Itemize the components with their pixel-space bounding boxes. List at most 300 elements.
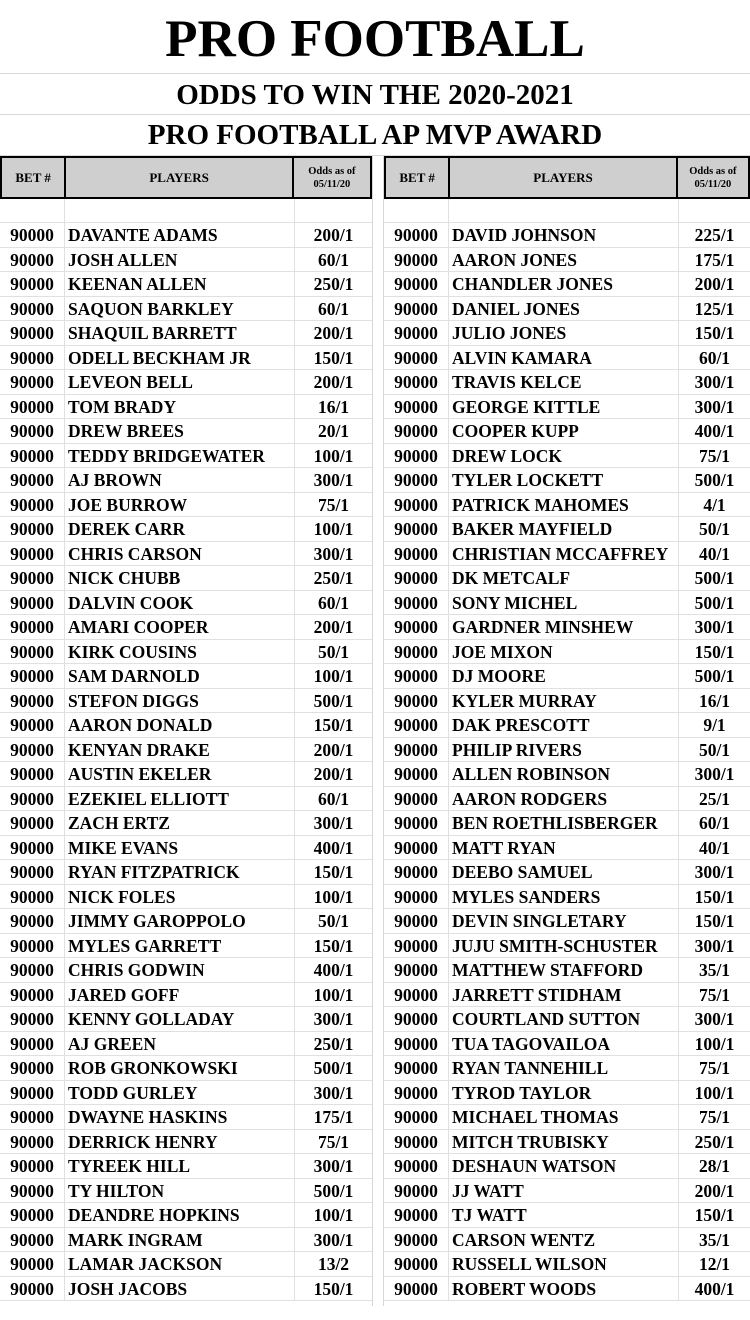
bet-number: 90000 — [384, 1179, 449, 1203]
bet-number: 90000 — [0, 223, 65, 247]
player-name: TUA TAGOVAILOA — [449, 1032, 679, 1056]
odds-value: 200/1 — [694, 274, 735, 294]
table-row — [0, 321, 372, 346]
player-name: ZACH ERTZ — [65, 811, 295, 835]
bet-number: 90000 — [384, 1105, 449, 1129]
blank-row — [384, 199, 750, 223]
bet-number: 90000 — [0, 1179, 65, 1203]
bet-number: 90000 — [0, 1252, 65, 1276]
table-row — [0, 419, 372, 444]
bet-number: 90000 — [384, 787, 449, 811]
table-row — [384, 223, 750, 248]
table-row — [0, 909, 372, 934]
player-name: RUSSELL WILSON — [449, 1252, 679, 1276]
bet-number: 90000 — [384, 1228, 449, 1252]
table-row — [384, 640, 750, 665]
table-row — [0, 1277, 372, 1302]
player-name: JOSH ALLEN — [65, 248, 295, 272]
player-name: DREW LOCK — [449, 444, 679, 468]
bet-number: 90000 — [384, 493, 449, 517]
bet-number: 90000 — [384, 1056, 449, 1080]
bet-number: 90000 — [0, 689, 65, 713]
player-name: JOE BURROW — [65, 493, 295, 517]
bet-number: 90000 — [384, 860, 449, 884]
odds-value: 200/1 — [313, 617, 354, 637]
bet-number: 90000 — [0, 762, 65, 786]
bet-number: 90000 — [0, 517, 65, 541]
player-name: LEVEON BELL — [65, 370, 295, 394]
table-row — [0, 517, 372, 542]
bet-number: 90000 — [384, 566, 449, 590]
player-name: KYLER MURRAY — [449, 689, 679, 713]
player-name: DAK PRESCOTT — [449, 713, 679, 737]
bet-number: 90000 — [384, 444, 449, 468]
subtitle-line-1: ODDS TO WIN THE 2020-2021 — [0, 74, 750, 115]
odds-value: 100/1 — [313, 519, 354, 539]
odds-value: 150/1 — [313, 715, 354, 735]
bet-number: 90000 — [0, 370, 65, 394]
player-name: BAKER MAYFIELD — [449, 517, 679, 541]
odds-value: 60/1 — [317, 592, 350, 613]
player-name: CHRIS CARSON — [65, 542, 295, 566]
player-name: MYLES SANDERS — [449, 885, 679, 909]
bet-number: 90000 — [384, 468, 449, 492]
bet-number: 90000 — [384, 1252, 449, 1276]
table-row — [384, 591, 750, 616]
player-name: RYAN FITZPATRICK — [65, 860, 295, 884]
odds-value: 75/1 — [698, 445, 731, 466]
player-name: AARON JONES — [449, 248, 679, 272]
odds-value: 50/1 — [698, 739, 731, 760]
odds-value: 100/1 — [694, 1082, 735, 1103]
odds-value: 300/1 — [313, 813, 354, 833]
table-row — [0, 542, 372, 567]
odds-value: 500/1 — [313, 1180, 354, 1201]
player-name: MIKE EVANS — [65, 836, 295, 860]
odds-value: 500/1 — [313, 1058, 354, 1078]
odds-value: 500/1 — [694, 568, 735, 588]
bet-number: 90000 — [384, 689, 449, 713]
odds-value: 50/1 — [698, 519, 731, 539]
bet-number: 90000 — [0, 640, 65, 664]
odds-value: 12/1 — [698, 1254, 731, 1274]
player-name: JARRETT STIDHAM — [449, 983, 679, 1007]
player-name: AARON RODGERS — [449, 787, 679, 811]
table-row — [0, 493, 372, 518]
odds-value: 150/1 — [694, 323, 735, 343]
odds-value: 225/1 — [694, 225, 735, 245]
player-name: MATTHEW STAFFORD — [449, 958, 679, 982]
table-row — [384, 297, 750, 322]
player-name: KENYAN DRAKE — [65, 738, 295, 762]
header-odds: Odds as of 05/11/20 — [308, 165, 356, 190]
odds-value: 300/1 — [313, 543, 354, 564]
odds-value: 125/1 — [694, 298, 735, 319]
table-row — [384, 1007, 750, 1032]
odds-value: 300/1 — [694, 935, 735, 956]
bet-number: 90000 — [0, 1105, 65, 1129]
table-row — [0, 983, 372, 1008]
table-row — [0, 1228, 372, 1253]
table-row — [384, 934, 750, 959]
page-title: PRO FOOTBALL — [0, 0, 750, 74]
bet-number: 90000 — [0, 1154, 65, 1178]
player-name: CHANDLER JONES — [449, 272, 679, 296]
player-name: ALVIN KAMARA — [449, 346, 679, 370]
table-row — [384, 885, 750, 910]
bet-number: 90000 — [384, 811, 449, 835]
table-row — [0, 1252, 372, 1277]
odds-value: 500/1 — [694, 592, 735, 613]
odds-value: 150/1 — [313, 935, 354, 956]
table-row — [384, 713, 750, 738]
player-name: DANIEL JONES — [449, 297, 679, 321]
table-row — [0, 640, 372, 665]
bet-number: 90000 — [384, 248, 449, 272]
odds-value: 60/1 — [317, 249, 350, 270]
bet-number: 90000 — [384, 419, 449, 443]
player-name: GARDNER MINSHEW — [449, 615, 679, 639]
table-row — [0, 885, 372, 910]
bet-number: 90000 — [384, 640, 449, 664]
odds-value: 60/1 — [317, 788, 350, 809]
player-name: DREW BREES — [65, 419, 295, 443]
table-row — [0, 787, 372, 812]
table-row — [384, 836, 750, 861]
player-name: TRAVIS KELCE — [449, 370, 679, 394]
table-row — [0, 1081, 372, 1106]
player-name: PATRICK MAHOMES — [449, 493, 679, 517]
bet-number: 90000 — [384, 983, 449, 1007]
odds-value: 300/1 — [313, 470, 354, 490]
table-row — [0, 738, 372, 763]
odds-value: 300/1 — [313, 1082, 354, 1103]
odds-value: 150/1 — [694, 911, 735, 931]
bet-number: 90000 — [0, 493, 65, 517]
table-row — [0, 934, 372, 959]
bet-number: 90000 — [0, 1056, 65, 1080]
player-name: AJ GREEN — [65, 1032, 295, 1056]
table-row — [384, 1228, 750, 1253]
odds-value: 150/1 — [313, 1278, 354, 1299]
table-header — [384, 156, 750, 199]
player-name: DAVANTE ADAMS — [65, 223, 295, 247]
bet-number: 90000 — [0, 468, 65, 492]
bet-number: 90000 — [0, 787, 65, 811]
bet-number: 90000 — [384, 934, 449, 958]
table-row — [0, 664, 372, 689]
bet-number: 90000 — [0, 297, 65, 321]
player-name: TYROD TAYLOR — [449, 1081, 679, 1105]
player-name: TODD GURLEY — [65, 1081, 295, 1105]
bet-number: 90000 — [384, 321, 449, 345]
odds-value: 200/1 — [313, 739, 354, 760]
odds-value: 250/1 — [313, 568, 354, 588]
player-name: MYLES GARRETT — [65, 934, 295, 958]
odds-value: 75/1 — [698, 984, 731, 1005]
player-name: DESHAUN WATSON — [449, 1154, 679, 1178]
player-name: LAMAR JACKSON — [65, 1252, 295, 1276]
bet-number: 90000 — [0, 811, 65, 835]
table-row — [384, 738, 750, 763]
table-row — [384, 517, 750, 542]
bet-number: 90000 — [384, 1007, 449, 1031]
table-row — [384, 1105, 750, 1130]
bet-number: 90000 — [0, 1081, 65, 1105]
odds-value: 28/1 — [698, 1156, 731, 1176]
odds-value: 40/1 — [698, 837, 731, 858]
player-name: TYLER LOCKETT — [449, 468, 679, 492]
player-name: DEREK CARR — [65, 517, 295, 541]
odds-value: 150/1 — [694, 886, 735, 907]
table-row — [384, 444, 750, 469]
bet-number: 90000 — [384, 885, 449, 909]
player-name: DALVIN COOK — [65, 591, 295, 615]
table-row — [384, 1032, 750, 1057]
header-players: PLAYERS — [66, 158, 294, 197]
bet-number: 90000 — [0, 934, 65, 958]
bet-number: 90000 — [0, 248, 65, 272]
player-name: ALLEN ROBINSON — [449, 762, 679, 786]
odds-value: 300/1 — [313, 1009, 354, 1029]
odds-value: 400/1 — [313, 837, 354, 858]
odds-value: 150/1 — [313, 862, 354, 882]
table-row — [384, 811, 750, 836]
player-name: STEFON DIGGS — [65, 689, 295, 713]
table-row — [0, 1130, 372, 1155]
player-name: TYREEK HILL — [65, 1154, 295, 1178]
table-row — [0, 811, 372, 836]
player-name: SONY MICHEL — [449, 591, 679, 615]
player-name: DJ MOORE — [449, 664, 679, 688]
table-row — [384, 493, 750, 518]
table-row — [384, 321, 750, 346]
subtitle-line-2: PRO FOOTBALL AP MVP AWARD — [0, 115, 750, 156]
odds-value: 60/1 — [698, 813, 731, 833]
table-row — [384, 689, 750, 714]
table-row — [0, 248, 372, 273]
table-row — [0, 223, 372, 248]
bet-number: 90000 — [0, 272, 65, 296]
odds-value: 300/1 — [694, 862, 735, 882]
bet-number: 90000 — [0, 566, 65, 590]
table-row — [0, 958, 372, 983]
bet-number: 90000 — [0, 1203, 65, 1227]
bet-number: 90000 — [0, 444, 65, 468]
bet-number: 90000 — [0, 909, 65, 933]
table-row — [0, 762, 372, 787]
odds-value: 9/1 — [703, 715, 726, 735]
odds-value: 25/1 — [698, 788, 731, 809]
bet-number: 90000 — [384, 591, 449, 615]
right-odds-table — [384, 156, 750, 1301]
player-name: JUJU SMITH-SCHUSTER — [449, 934, 679, 958]
table-row — [0, 1056, 372, 1081]
player-name: TOM BRADY — [65, 395, 295, 419]
odds-value: 200/1 — [694, 1180, 735, 1201]
odds-value: 175/1 — [694, 249, 735, 270]
player-name: MICHAEL THOMAS — [449, 1105, 679, 1129]
odds-value: 100/1 — [694, 1033, 735, 1054]
bet-number: 90000 — [0, 1228, 65, 1252]
bet-number: 90000 — [384, 1277, 449, 1301]
table-header — [0, 156, 372, 199]
odds-value: 4/1 — [703, 494, 726, 515]
odds-value: 500/1 — [694, 666, 735, 686]
bet-number: 90000 — [0, 958, 65, 982]
table-row — [384, 1056, 750, 1081]
table-row — [384, 395, 750, 420]
table-row — [0, 395, 372, 420]
table-row — [384, 983, 750, 1008]
table-row — [384, 1179, 750, 1204]
odds-value: 60/1 — [317, 298, 350, 319]
table-row — [0, 297, 372, 322]
odds-value: 20/1 — [317, 421, 350, 441]
player-name: EZEKIEL ELLIOTT — [65, 787, 295, 811]
player-name: JOE MIXON — [449, 640, 679, 664]
odds-value: 150/1 — [313, 347, 354, 368]
bet-number: 90000 — [384, 615, 449, 639]
table-row — [0, 1032, 372, 1057]
bet-number: 90000 — [0, 419, 65, 443]
table-row — [0, 370, 372, 395]
table-row — [0, 615, 372, 640]
table-row — [384, 419, 750, 444]
table-row — [384, 468, 750, 493]
player-name: DEEBO SAMUEL — [449, 860, 679, 884]
player-name: RYAN TANNEHILL — [449, 1056, 679, 1080]
odds-value: 300/1 — [313, 1156, 354, 1176]
bet-number: 90000 — [384, 1081, 449, 1105]
player-name: KENNY GOLLADAY — [65, 1007, 295, 1031]
odds-value: 250/1 — [313, 1033, 354, 1054]
player-name: CHRIS GODWIN — [65, 958, 295, 982]
player-name: DERRICK HENRY — [65, 1130, 295, 1154]
bet-number: 90000 — [0, 885, 65, 909]
player-name: ROBERT WOODS — [449, 1277, 679, 1301]
header-odds: Odds as of 05/11/20 — [689, 165, 737, 190]
table-row — [384, 664, 750, 689]
blank-row — [0, 199, 372, 223]
table-row — [384, 346, 750, 371]
bet-number: 90000 — [0, 615, 65, 639]
odds-value: 250/1 — [313, 274, 354, 294]
bet-number: 90000 — [0, 713, 65, 737]
bet-number: 90000 — [384, 223, 449, 247]
bet-number: 90000 — [384, 909, 449, 933]
table-row — [0, 860, 372, 885]
odds-value: 50/1 — [317, 911, 350, 931]
player-name: MATT RYAN — [449, 836, 679, 860]
player-name: JULIO JONES — [449, 321, 679, 345]
player-name: KEENAN ALLEN — [65, 272, 295, 296]
player-name: CHRISTIAN MCCAFFREY — [449, 542, 679, 566]
bet-number: 90000 — [384, 272, 449, 296]
odds-value: 75/1 — [698, 1107, 731, 1127]
odds-value: 400/1 — [694, 421, 735, 441]
odds-value: 200/1 — [313, 323, 354, 343]
bet-number: 90000 — [0, 591, 65, 615]
odds-value: 300/1 — [694, 372, 735, 392]
player-name: CARSON WENTZ — [449, 1228, 679, 1252]
player-name: NICK CHUBB — [65, 566, 295, 590]
table-row — [384, 542, 750, 567]
bet-number: 90000 — [384, 958, 449, 982]
player-name: DAVID JOHNSON — [449, 223, 679, 247]
bet-number: 90000 — [384, 346, 449, 370]
table-row — [0, 468, 372, 493]
bet-number: 90000 — [0, 321, 65, 345]
player-name: GEORGE KITTLE — [449, 395, 679, 419]
bet-number: 90000 — [0, 1007, 65, 1031]
table-row — [384, 566, 750, 591]
table-row — [0, 1203, 372, 1228]
player-name: SAM DARNOLD — [65, 664, 295, 688]
table-row — [384, 860, 750, 885]
odds-value: 300/1 — [313, 1229, 354, 1250]
odds-value: 35/1 — [698, 1229, 731, 1250]
player-name: TY HILTON — [65, 1179, 295, 1203]
odds-value: 400/1 — [694, 1278, 735, 1299]
bet-number: 90000 — [384, 297, 449, 321]
bet-number: 90000 — [384, 395, 449, 419]
table-row — [0, 1179, 372, 1204]
bet-number: 90000 — [0, 1277, 65, 1301]
odds-value: 300/1 — [694, 617, 735, 637]
odds-value: 75/1 — [317, 1131, 350, 1152]
odds-value: 500/1 — [694, 470, 735, 490]
odds-value: 60/1 — [698, 347, 731, 368]
bet-number: 90000 — [384, 836, 449, 860]
table-row — [384, 1277, 750, 1302]
player-name: MITCH TRUBISKY — [449, 1130, 679, 1154]
bet-number: 90000 — [384, 762, 449, 786]
odds-value: 100/1 — [313, 984, 354, 1005]
bet-number: 90000 — [384, 1203, 449, 1227]
player-name: DEANDRE HOPKINS — [65, 1203, 295, 1227]
player-name: TEDDY BRIDGEWATER — [65, 444, 295, 468]
odds-value: 300/1 — [694, 764, 735, 784]
table-row — [384, 272, 750, 297]
player-name: SAQUON BARKLEY — [65, 297, 295, 321]
table-row — [0, 1105, 372, 1130]
odds-value: 300/1 — [694, 1009, 735, 1029]
table-row — [384, 615, 750, 640]
odds-value: 200/1 — [313, 764, 354, 784]
table-row — [0, 566, 372, 591]
bet-number: 90000 — [384, 713, 449, 737]
bet-number: 90000 — [384, 1130, 449, 1154]
left-odds-table — [0, 156, 372, 1301]
player-name: BEN ROETHLISBERGER — [449, 811, 679, 835]
bet-number: 90000 — [0, 395, 65, 419]
odds-value: 200/1 — [313, 225, 354, 245]
table-row — [0, 1154, 372, 1179]
odds-value: 100/1 — [313, 445, 354, 466]
column-divider — [372, 156, 384, 1306]
player-name: DWAYNE HASKINS — [65, 1105, 295, 1129]
player-name: AJ BROWN — [65, 468, 295, 492]
bet-number: 90000 — [0, 346, 65, 370]
odds-value: 400/1 — [313, 960, 354, 980]
player-name: JIMMY GAROPPOLO — [65, 909, 295, 933]
table-row — [384, 1203, 750, 1228]
table-row — [384, 1130, 750, 1155]
table-row — [384, 370, 750, 395]
player-name: MARK INGRAM — [65, 1228, 295, 1252]
table-row — [0, 591, 372, 616]
